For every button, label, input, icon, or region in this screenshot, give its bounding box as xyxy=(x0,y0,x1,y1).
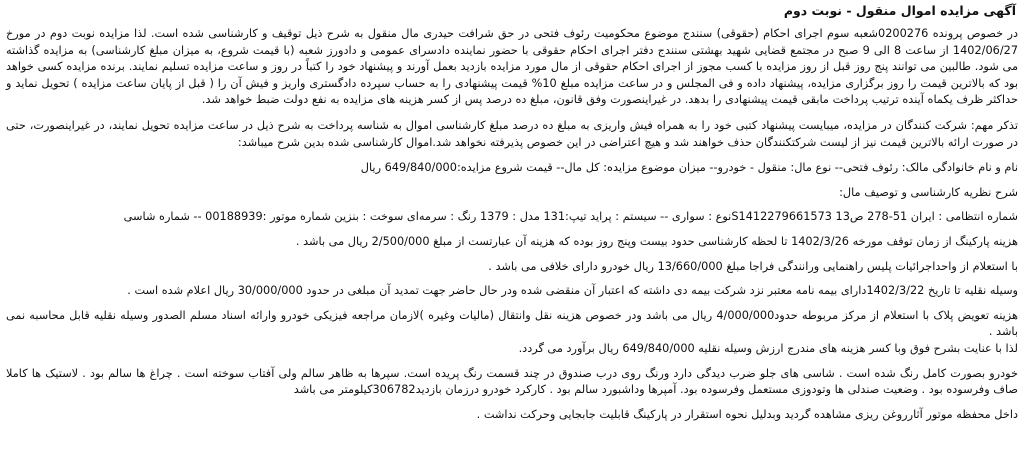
insurance-line: وسیله نقلیه تا تاریخ 1402/3/22دارای بیمه نامه معتبر نزد شرکت بیمه دی داشته که اعتبار آن منقضی شده ودر حال حاضر جهت تمدید آن مبلغی در حدود 30/000/000 ریال اعلام شده است . xyxy=(127,284,1018,298)
intro-paragraph: در خصوص پرونده 0200276شعبه سوم اجرای احکام (حقوقی) سنندج موضوع محکومیت رئوف فتحی در حق شرافت حیدری مال منقول به شرح ذیل توقیف و کارشناسی شده است. لذا مزایده نوبت دوم در مورخ 1402/06/27 از ساعت 8 الی 9 صبح در مجتمع قضایی شهید بهشتی سنندج دفتر اجرای احکام حقوقی با حضور نماینده دادسرای عمومی و دادورز شعبه (با قیمت شروع، به میزان مبلغ کارشناسی) به مزایده گذاشته می شود. طالبین می توانند پنج روز قبل از روز مزایده با کسب مجوز از اجرای احکام حقوقی از مال مورد مزایده بازدید بعمل آورند و پیشنهاد خود را کتباً در روز و ساعت مزایده تسلیم نمایند. برنده مزایده کسی خواهد بود که بالاترین قیمت را روز برگزاری مزایده، پیشنهاد داده و فی المجلس و در ساعت مزایده مبلغ 10% قیمت پیشنهادی را به حساب سپرده دادگستری واریز و فیش آن را ( قبل از پایان ساعت مزایده ) تحویل نماید و حداکثر ظرف یکماه آینده ترتیب پرداخت مابقی قیمت پیشنهادی را بدهد. در غیراینصورت وفق قانون، مبلغ ده درصد پس از کسر هزینه های مزایده به نفع دولت ضبط خواهد شد. xyxy=(6,27,1019,107)
parking-cost-line: هزینه پارکینگ از زمان توقف مورخه 1402/3/26 تا لحظه کارشناسی حدود بیست وپنج روز بوده که هزینه آن عبارتست از مبلغ 2/500/000 ریال می باشد . xyxy=(295,234,1018,248)
notice-body xyxy=(6,26,1018,432)
owner-line: نام و نام خانوادگی مالک: رئوف فتحی-- نوع مال: منقول - خودرو-- میزان موضوع مزایده: کل مال-- قیمت شروع مزایده:649/840/000 ریال xyxy=(360,161,1018,175)
important-note-paragraph: تذکر مهم: شرکت کنندگان در مزایده، میبایست پیشنهاد کتبی خود را به همراه فیش واریزی به مبلغ ده درصد مبلغ کارشناسی اموال به شناسه پرداخت به شرح ذیل در ساعت مزایده تحویل نمایند، در غیراینصورت، حتی در صورت ارائه بالاترین قیمت نیز از لیست شرکتکنندگان حذف خواهند شد و هیچ اعتراضی در این خصوص پذیرفته نخواهد شد.اموال کارشناسی شده بدین شرح میباشد: xyxy=(6,118,1018,149)
expert-opinion-heading: شرح نظریه کارشناسی و توصیف مال: xyxy=(839,185,1018,199)
plate-change-line: هزینه تعویض پلاک با استعلام از مرکز مربوطه حدود4/000/000 ریال می باشد ودر خصوص هزینه نقل وانتقال (مالیات وغیره )لازمان مراجعه فیزیکی خودرو وارائه اسناد مسلم الصدور وسیله نقلیه قابل محاسبه نمی باشد . xyxy=(6,308,1018,339)
traffic-fine-line: با استعلام از واحداجرائیات پلیس راهنمایی ورانندگی فراجا مبلغ 13/660/000 ریال خودرو دارای خلافی می باشد . xyxy=(488,259,1018,273)
engine-line: داخل محفظه موتور آثارروغن ریزی مشاهده گردید وبدلیل نحوه استقرار در پارکینگ قابلیت جابجایی وحرکت نداشت . xyxy=(476,407,1018,421)
notice-title: آگهی مزایده اموال منقول - نوبت دوم xyxy=(783,3,1016,18)
condition-paragraph: خودرو بصورت کامل رنگ شده است . شاسی های جلو ضرب دیدگی دارد ورنگ روی درب صندوق در چند قسمت رنگ پریده است. سپرها به ظاهر سالم ولی آفتاب سوخته است . چراغ ها سالم بود . لاستیک ها کاملا صاف وفرسوده بود . وضعیت صندلی ها وتودوزی مستعمل وفرسوده بود. آمپرها وداشبورد سالم بود . کارکرد خودرو درزمان بازدید306782کیلومتر می باشد xyxy=(6,366,1018,397)
vehicle-details-line: شماره انتظامی : ایران 51-278 ص13 S1412279661573نوع : سواری -- سیستم : پراید تیپ:131 مدل : 1379 رنگ : سرمه‌ای سوخت : بنزین شماره موتور :00188939 -- شماره شاسی xyxy=(123,210,1018,224)
valuation-line: لذا با عنایت بشرح فوق وبا کسر هزینه های مندرج ارزش وسیله نقلیه 649/840/000 ریال برآورد می گردد. xyxy=(518,341,1018,355)
